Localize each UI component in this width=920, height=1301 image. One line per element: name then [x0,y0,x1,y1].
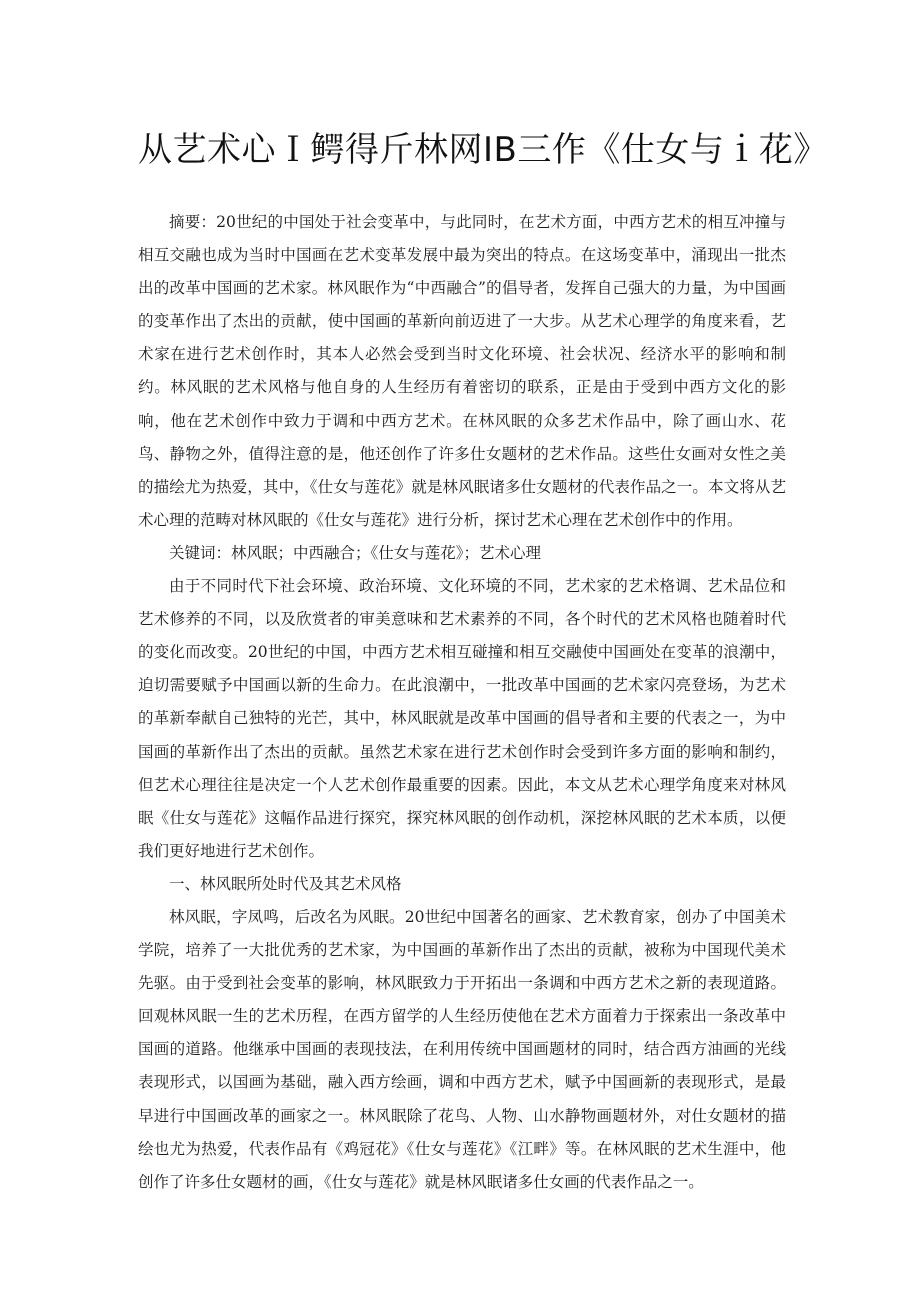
document-title: 从艺术心Ｉ鳄得斤林网IB三作《仕女与ｉ花》 [138,130,828,170]
intro-paragraph: 由于不同时代下社会环境、政治环境、文化环境的不同，艺术家的艺术格调、艺术品位和艺术修养的不同，以及欣赏者的审美意味和艺术素养的不同，各个时代的艺术风格也随着时代的变化而改变。20世纪的中国，中西方艺术相互碰撞和相互交融使中国画处在变革的浪潮中，迫切需要赋予中国画以新的生命力。在此浪潮中，一批改革中国画的艺术家闪亮登场，为艺术的革新奉献自己独特的光芒，其中，林风眠就是改革中国画的倡导者和主要的代表之一，为中国画的革新作出了杰出的贡献。虽然艺术家在进行艺术创作时会受到许多方面的影响和制约，但艺术心理往往是决定一个人艺术创作最重要的因素。因此，本文从艺术心理学角度来对林风眠《仕女与莲花》这幅作品进行探究，探究林风眠的创作动机，深挖林风眠的艺术本质，以便我们更好地进行艺术创作。 [138,577,786,860]
abstract-paragraph: 摘要：20世纪的中国处于社会变革中，与此同时，在艺术方面，中西方艺术的相互冲撞与相互交融也成为当时中国画在艺术变革发展中最为突出的特点。在这场变革中，涌现出一批杰出的改革中国画的艺术家。林风眠作为“中西融合”的倡导者，发挥自己强大的力量，为中国画的变革作出了杰出的贡献，使中国画的革新向前迈进了一大步。从艺术心理学的角度来看，艺术家在进行艺术创作时，其本人必然会受到当时文化环境、社会状况、经济水平的影响和制约。林风眠的艺术风格与他自身的人生经历有着密切的联系，正是由于受到中西方文化的影响，他在艺术创作中致力于调和中西方艺术。在林风眠的众多艺术作品中，除了画山水、花鸟、静物之外，值得注意的是，他还创作了许多仕女题材的艺术作品。这些仕女画对女性之美的描绘尤为热爱，其中，《仕女与莲花》就是林风眠诸多仕女题材的代表作品之一。本文将从艺术心理的范畴对林风眠的《仕女与莲花》进行分析，探讨艺术心理在艺术创作中的作用。 [138,213,786,529]
section-heading: 一、林风眠所处时代及其艺术风格 [169,874,402,893]
section-body-paragraph: 林风眠，字凤鸣，后改名为风眠。20世纪中国著名的画家、艺术教育家，创办了中国美术学院，培养了一大批优秀的艺术家，为中国画的革新作出了杰出的贡献，被称为中国现代美术先驱。由于受到社会变革的影响，林风眠致力于开拓出一条调和中西方艺术之新的表现道路。回观林风眠一生的艺术历程，在西方留学的人生经历使他在艺术方面着力于探索出一条改革中国画的道路。他继承中国画的表现技法，在利用传统中国画题材的同时，结合西方油画的光线表现形式，以国画为基础，融入西方绘画，调和中西方艺术，赋予中国画新的表现形式，是最早进行中国画改革的画家之一。林风眠除了花鸟、人物、山水静物画题材外，对仕女题材的描绘也尤为热爱，代表作品有《鸡冠花》《仕女与莲花》《江畔》等。在林风眠的艺术生涯中，他创作了许多仕女题材的画，《仕女与莲花》就是林风眠诸多仕女画的代表作品之一。 [138,907,786,1191]
keywords-paragraph: 关键词：林风眠；中西融合；《仕女与莲花》；艺术心理 [169,543,542,562]
document-page [138,120,828,1199]
